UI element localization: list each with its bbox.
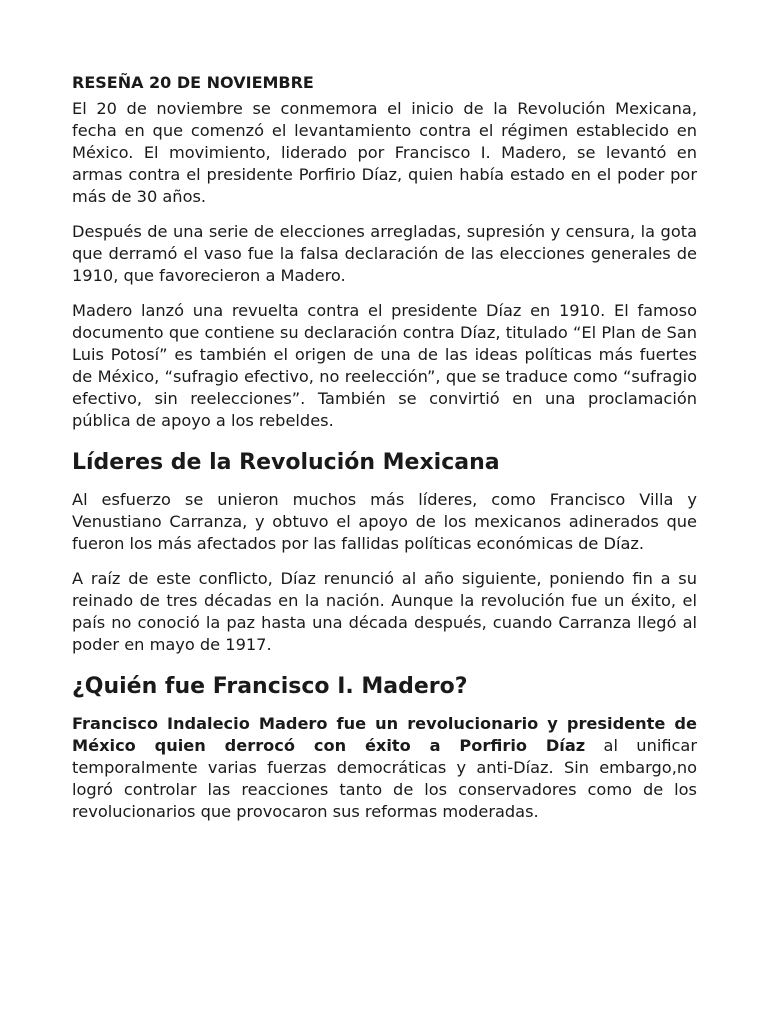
paragraph-madero [72, 713, 697, 823]
paragraph-elections: Después de una serie de elecciones arregladas, supresión y censura, la gota que derramó el vaso fue la falsa declaración de las elecciones generales de 1910, que favorecieron a Madero. [72, 222, 697, 285]
paragraph-intro: El 20 de noviembre se conmemora el inicio de la Revolución Mexicana, fecha en que comenzó el levantamiento contra el régimen establecido en México. El movimiento, liderado por Francisco I. Madero, se levantó en armas contra el presidente Porfirio Díaz, quien había estado en el poder por más de 30 años. [72, 99, 697, 206]
heading-madero: ¿Quién fue Francisco I. Madero? [72, 674, 468, 699]
document-title: RESEÑA 20 DE NOVIEMBRE [72, 73, 314, 92]
heading-leaders: Líderes de la Revolución Mexicana [72, 450, 500, 475]
madero-rest: al unificar temporalmente varias fuerzas democráticas y anti-Díaz. Sin embargo,no logró controlar las reacciones tanto de los conservadores como de los revolucionarios que provocaron sus reformas moderadas. [72, 736, 697, 821]
paragraph-plan: Madero lanzó una revuelta contra el presidente Díaz en 1910. El famoso documento que contiene su declaración contra Díaz, titulado “El Plan de San Luis Potosí” es también el origen de una de las ideas políticas más fuertes de México, “sufragio efectivo, no reelección”, que se traduce como “sufragio efectivo, sin reelecciones”. También se convirtió en una proclamación pública de apoyo a los rebeldes. [72, 301, 697, 430]
paragraph-aftermath: A raíz de este conflicto, Díaz renunció al año siguiente, poniendo fin a su reinado de tres décadas en la nación. Aunque la revolución fue un éxito, el país no conoció la paz hasta una década después, cuando Carranza llegó al poder en mayo de 1917. [72, 569, 697, 654]
paragraph-leaders: Al esfuerzo se unieron muchos más líderes, como Francisco Villa y Venustiano Carranza, y obtuvo el apoyo de los mexicanos adinerados que fueron los más afectados por las fallidas políticas económicas de Díaz. [72, 490, 697, 553]
madero-bold-lead: Francisco Indalecio Madero fue un revolucionario y presidente de México quien derrocó con éxito a Porfirio Díaz [72, 714, 697, 755]
